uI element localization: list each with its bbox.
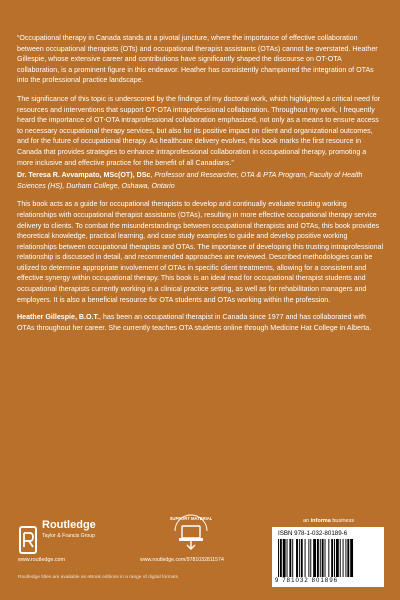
publisher-website[interactable]: www.routledge.com bbox=[18, 557, 66, 563]
publisher-name: Routledge bbox=[42, 519, 96, 531]
author-bio bbox=[17, 312, 384, 333]
cover-footer bbox=[0, 505, 400, 600]
publisher-group: Taylor & Francis Group bbox=[42, 533, 96, 539]
support-material-url[interactable]: www.routledge.com/9781032811574 bbox=[140, 557, 224, 563]
ebook-note: Routledge titles are available as eBook editions in a range of digital formats bbox=[18, 575, 178, 580]
routledge-logo-icon bbox=[18, 523, 38, 557]
endorsement-paragraph-2: The significance of this topic is underscored by the findings of my doctoral work, which highlighted a critical need for resources and interventions that support OT-OTA intraprofessional collaboration. Throughout my work, I frequently heard the importance of OT-OTA intraprofessional collaboration emphasized, not only as a means to ensure access to necessary occupational therapy services, but also for its positive impact on client and organizational outcomes, and for the future of occupational therapy. As healthcare delivery evolves, this book marks the first resource in Canada that provides strategies to enhance intraprofessional collaboration in occupational therapy, promoting a more inclusive and effective practice for the benefit of all Canadians.” bbox=[17, 94, 381, 167]
barcode-bars bbox=[278, 539, 378, 577]
isbn-barcode bbox=[272, 527, 384, 587]
author-bio-text: , has been an occupational therapist in Canada since 1977 and has collaborated with OTAs throughout her career. She currently teaches OTA students online through Medicine Hat College in Alberta. bbox=[17, 313, 372, 332]
author-name: Heather Gillespie, B.O.T. bbox=[17, 313, 99, 322]
endorser-affiliation: Professor and Researcher, OTA & PTA Program, Faculty of Health Sciences (HS), Durham College, Oshawa, Ontario bbox=[17, 171, 363, 190]
support-material-badge-icon bbox=[170, 511, 212, 553]
svg-text:SUPPORT MATERIAL: SUPPORT MATERIAL bbox=[170, 516, 212, 521]
informa-business-note: an informa business bbox=[303, 518, 355, 524]
book-description: This book acts as a guide for occupational therapists to develop and continually evaluate trusting working relationships with occupational therapist assistants (OTAs), resulting in more effective occupational therapy service delivery to clients. To combat the misunderstandings between occupational therapists and OTAs, this book provides theoretical knowledge, practical learning, and case study examples to guide and develop positive working relationships between occupational therapists and OTAs. The importance of developing this trusting intraprofessional relationship is discussed in detail, and recommended approaches are reviewed. Described methodologies can be utilized to determine appropriate involvement of OTAs in specific client treatments, allowing for a consistent and effective synergy within occupational therapy. This book is an ideal read for occupational therapist students and occupational therapists currently working in a clinical practice setting, as well as for rehabilitation managers and employers. It is also a beneficial resource for OTA students and OTAs working within the profession. bbox=[17, 200, 384, 304]
isbn-label: ISBN 978-1-032-80189-6 bbox=[278, 530, 348, 537]
endorsement-paragraph-1: “Occupational therapy in Canada stands at a pivotal juncture, where the importance of effective collaboration between occupational therapists (OTs) and occupational therapist assistants (OTAs) cannot be overstated. Heather Gillespie, whose extensive career and contributions have significantly shaped the discourse on OT-OTA collaboration, is a prominent figure in this endeavor. Heather has consistently championed the integration of OTAs into the professional practice landscape. bbox=[17, 34, 378, 85]
barcode-number: 9 781032 801896 bbox=[275, 578, 339, 584]
endorser-name: Dr. Teresa R. Avvampato, MSc(OT), DSc bbox=[17, 171, 151, 180]
endorsement-attribution: Dr. Teresa R. Avvampato, MSc(OT), DSc, Professor and Researcher, OTA & PTA Program, Faculty of Health Sciences (HS), Durham College, Oshawa, Ontario bbox=[17, 171, 363, 190]
back-cover-text bbox=[17, 33, 384, 333]
